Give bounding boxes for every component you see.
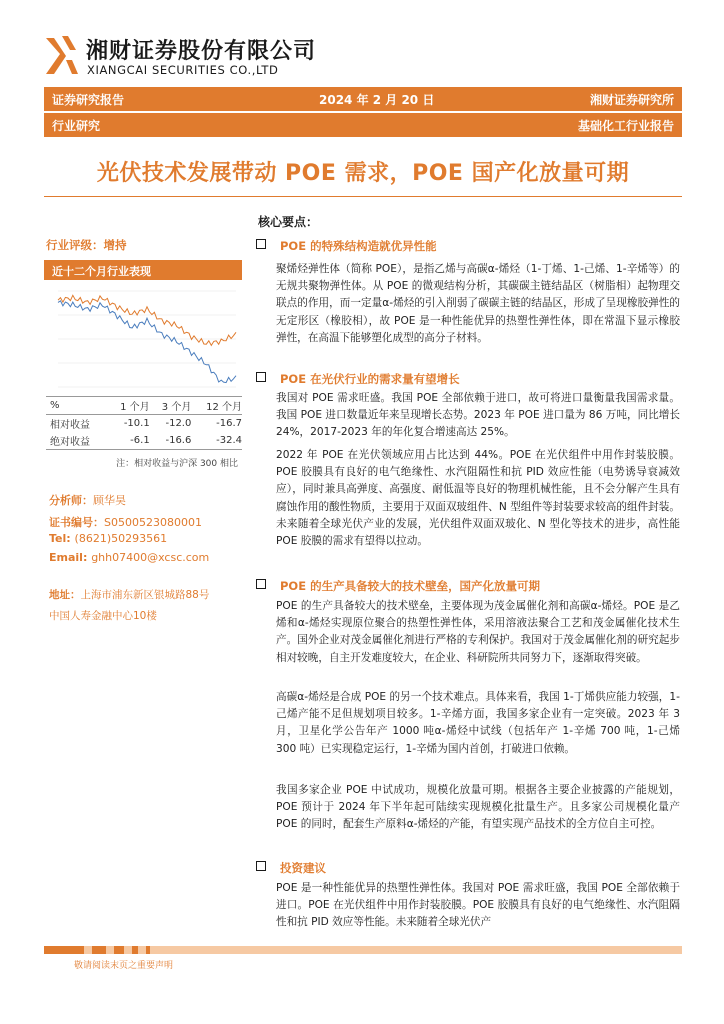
- email-link[interactable]: ghh07400@xcsc.com: [91, 551, 210, 564]
- institute-name: 湘财证券研究所: [589, 93, 674, 107]
- title-divider: [44, 196, 682, 197]
- report-sub-category: 基础化工行业报告: [577, 119, 674, 133]
- company-name-cn: 湘财证券股份有限公司: [86, 39, 317, 64]
- table-cell: -16.7: [216, 418, 242, 429]
- performance-header: 近十二个月行业表现: [44, 260, 242, 280]
- company-name-en: XIANGCAI SECURITIES CO.,LTD: [87, 63, 279, 77]
- table-row: [46, 432, 242, 450]
- industry-rating: 行业评级：增持: [46, 238, 127, 252]
- chart-series-line: [58, 295, 236, 345]
- footer-disclaimer: 敬请阅读末页之重要声明: [74, 961, 174, 971]
- checkbox-bullet-icon: [256, 861, 266, 871]
- table-header-cell: 1 个月: [108, 397, 150, 415]
- email-line: Email: ghh07400@xcsc.com: [49, 551, 210, 564]
- key-points-heading: 核心要点：: [258, 215, 319, 229]
- table-header-cell: %: [46, 397, 108, 415]
- analyst-line: 分析师：顾华昊: [49, 494, 126, 507]
- table-cell: 相对收益: [50, 420, 90, 431]
- checkbox-bullet-icon: [256, 239, 266, 249]
- cert-number: S0500523080001: [104, 516, 202, 529]
- address: 地址：上海市浦东新区银城路88号 中国人寿金融中心10楼: [49, 589, 210, 622]
- header-bar-secondary: [44, 113, 682, 137]
- section-heading: POE 在光伏行业的需求量有望增长: [256, 371, 460, 387]
- table-header-cell: 3 个月: [150, 397, 192, 415]
- report-type: 证券研究报告: [52, 93, 125, 107]
- section-heading: 投资建议: [256, 860, 326, 876]
- report-category: 行业研究: [52, 119, 101, 133]
- table-row: [46, 415, 242, 433]
- performance-chart: [46, 283, 242, 395]
- section-heading: POE 的生产具备较大的技术壁垒，国产化放量可期: [256, 578, 540, 594]
- paragraph: 2022 年 POE 在光伏领域应用占比达到 44%。POE 在光伏组件中用作封装胶膜。POE 胶膜具有良好的电气绝缘性、水汽阻隔性和抗 PID 效应性能（电势诱导衰减效应），同时兼具高弹度、高强度、耐低温等良好的物理机械性能，且不会分解产生具有腐蚀作用的酸性物质，主要用于双面双玻组件、N 型组件等封装要求较高的组件封装。未来随着全球光伏产业的发展，光伏组件双面双玻化、N 型化等技术的进步，高性能 POE 胶膜的需求有望得以拉动。: [276, 449, 680, 548]
- checkbox-bullet-icon: [256, 579, 266, 589]
- table-cell: 绝对收益: [46, 432, 108, 450]
- analyst-name: 顾华昊: [93, 494, 126, 507]
- tel-number: (8621)50293561: [74, 532, 168, 545]
- company-logo-icon: [44, 34, 78, 78]
- paragraph: POE 是一种性能优异的热塑性弹性体。我国对 POE 需求旺盛，我国 POE 全部依赖于进口。POE 在光伏组件中用作封装胶膜。POE 胶膜具有良好的电气绝缘性、水汽阻隔性和抗 PID 效应等性能。未来随着全球光伏产: [276, 882, 680, 929]
- paragraph: 我国多家企业 POE 中试成功，规模化放量可期。根据各主要企业披露的产能规划，POE 预计于 2024 年下半年起可陆续实现规模化批量生产。且多家公司规模化量产 POE 的同时，配套生产原料α-烯烃的产能，有望实现产品技术的全方位自主可控。: [276, 784, 680, 831]
- tel-line: Tel: (8621)50293561: [49, 532, 168, 545]
- paragraph: POE 的生产具备较大的技术壁垒，主要体现为茂金属催化剂和高碳α-烯烃。POE 是乙烯和α-烯烃实现原位聚合的热塑性弹性体，采用溶液法聚合工艺和茂金属催化技术生产。国外企业对茂金属催化剂进行严格的专利保护。我国对于茂金属催化剂的研究起步相对较晚，自主开发难度较大，在企业、科研院所共同努力下，逐渐取得突破。: [276, 600, 680, 664]
- table-cell: -16.6: [150, 432, 192, 450]
- performance-table: [46, 396, 242, 450]
- paragraph: 聚烯烃弹性体（简称 POE），是指乙烯与高碳α-烯烃（1-丁烯、1-己烯、1-辛烯等）的无规共聚物弹性体。从 POE 的微观结构分析，其碳碳主链结晶区（树脂相）起物理交联点的作用，而一定量α-烯烃的引入削弱了碳碳主链的结晶区，形成了呈现橡胶弹性的无定形区（橡胶相），故 POE 是一种性能优异的热塑性弹性体，即在常温下显示橡胶弹性，在高温下能够塑化成型的高分子材料。: [276, 263, 680, 344]
- cert-line: 证书编号：S0500523080001: [49, 516, 202, 529]
- table-header-cell: 12 个月: [191, 397, 242, 415]
- table-cell: -10.1: [123, 418, 150, 429]
- table-cell: -32.4: [191, 432, 242, 450]
- checkbox-bullet-icon: [256, 372, 266, 382]
- table-cell: -12.0: [165, 418, 192, 429]
- report-title: 光伏技术发展带动 POE 需求，POE 国产化放量可期: [96, 161, 630, 186]
- header-bar-primary: [44, 87, 682, 111]
- table-header-row: [46, 397, 242, 415]
- table-cell: -6.1: [108, 432, 150, 450]
- report-date: 2024 年 2 月 20 日: [319, 93, 435, 107]
- paragraph: 我国对 POE 需求旺盛。我国 POE 全部依赖于进口，故可将进口量衡量我国需求量。我国 POE 进口数量近年来呈现增长态势。2023 年 POE 进口量为 86 万吨，同比增长 24%，2017-2023 年的年化复合增速高达 25%。: [276, 392, 680, 439]
- section-heading: POE 的特殊结构造就优异性能: [256, 238, 437, 254]
- footer-stripe: [44, 946, 682, 954]
- paragraph: 高碳α-烯烃是合成 POE 的另一个技术难点。具体来看，我国 1-丁烯供应能力较强，1-己烯产能不足但规划项目较多。1-辛烯方面，我国多家企业有一定突破。2023 年 3 月，卫星化学公告年产 1000 吨α-烯烃中试线（包括年产 1-辛烯 700 吨，1-己烯 300 吨）已实现稳定运行，1-辛烯为国内首创，打破进口依赖。: [276, 691, 680, 755]
- table-note: 注：相对收益与沪深 300 相比: [116, 459, 238, 469]
